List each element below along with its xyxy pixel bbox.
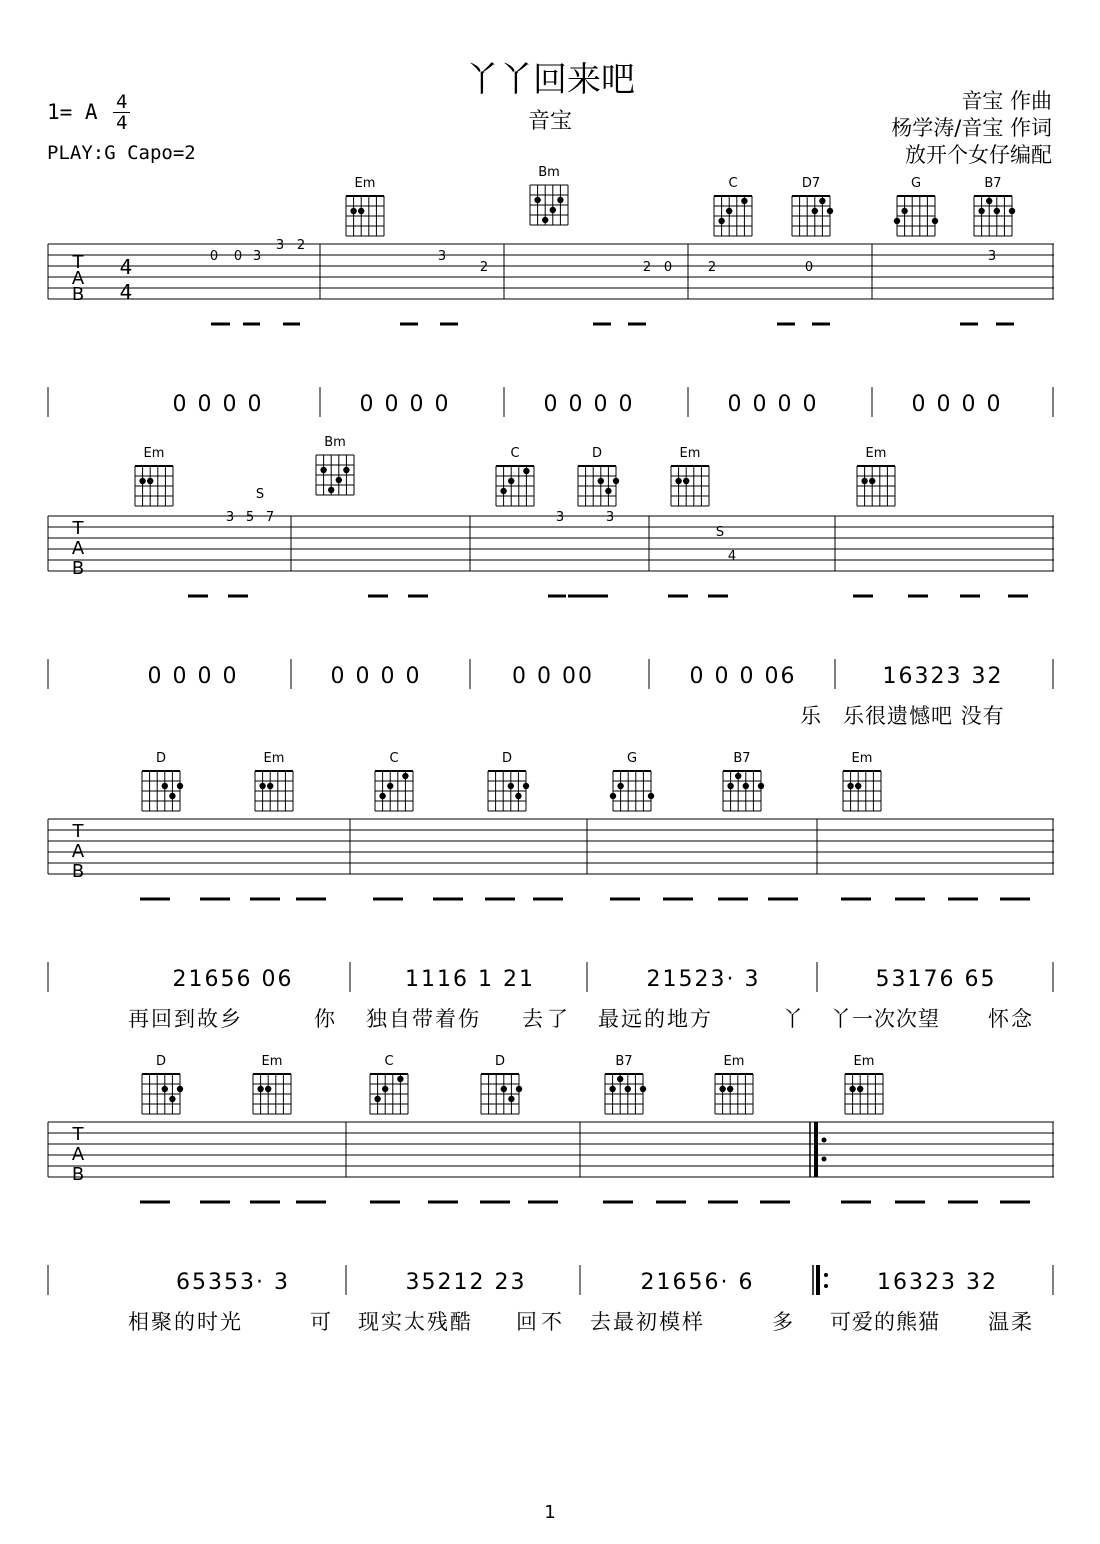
lyric-fragment: 乐很遗憾吧 没有 bbox=[843, 704, 1005, 728]
chord-name: C bbox=[510, 446, 520, 461]
melody-measure: 0 0 0 0 bbox=[172, 392, 264, 417]
chord-grid-icon bbox=[342, 192, 388, 242]
chord-name: Em bbox=[679, 446, 701, 461]
melody-measure: 0 0 0 0 bbox=[330, 664, 422, 689]
tab-digit: 0 bbox=[233, 249, 243, 264]
chord-grid-icon bbox=[970, 192, 1016, 242]
tab-digit: 3 bbox=[437, 249, 447, 264]
melody-measure: 21523· 3 bbox=[646, 967, 761, 992]
lyric-fragment: 再回到故乡 bbox=[128, 1007, 243, 1031]
chord-grid-icon bbox=[609, 767, 655, 817]
tab-digit: 2 bbox=[642, 260, 652, 275]
chord-grid-icon bbox=[601, 1070, 647, 1120]
tab-digit: 3 bbox=[605, 510, 615, 525]
chord-row bbox=[0, 435, 1100, 520]
chord-diagram bbox=[521, 165, 577, 235]
tab-letter: B bbox=[71, 1164, 85, 1185]
tab-time-sig-bottom: 4 bbox=[119, 280, 133, 304]
chord-name: Em bbox=[143, 446, 165, 461]
chord-name: D bbox=[501, 751, 512, 766]
chord-diagram bbox=[596, 1054, 652, 1124]
play-capo-info: PLAY:G Capo=2 bbox=[47, 142, 196, 164]
tab-letter: A bbox=[71, 538, 85, 559]
system-4 bbox=[0, 1048, 1100, 1348]
lyric-fragment: 最远的地方 bbox=[598, 1007, 713, 1031]
tab-letter: B bbox=[71, 284, 85, 305]
credit-arranger: 放开个女仔编配 bbox=[905, 143, 1052, 167]
chord-grid-icon bbox=[366, 1070, 412, 1120]
melody-measure: 0 0 0 0 bbox=[727, 392, 819, 417]
melody-row bbox=[48, 392, 1054, 442]
lyric-fragment: 丫 bbox=[782, 1007, 803, 1031]
lyric-fragment: 可爱的熊猫 bbox=[830, 1310, 940, 1334]
chord-name: B7 bbox=[615, 1054, 633, 1069]
chord-diagram bbox=[604, 751, 660, 821]
chord-diagram bbox=[662, 446, 718, 516]
tab-digit: 4 bbox=[727, 549, 737, 564]
chord-name: D bbox=[591, 446, 602, 461]
credits bbox=[891, 88, 1052, 169]
chord-diagram bbox=[337, 176, 393, 246]
chord-name: G bbox=[626, 751, 638, 766]
lyric-fragment: 你 bbox=[314, 1007, 335, 1031]
melody-measure: 65353· 3 bbox=[176, 1270, 290, 1295]
tab-staff bbox=[48, 819, 1054, 914]
melody-measure: 21656 06 bbox=[172, 967, 294, 992]
chord-grid-icon bbox=[853, 462, 899, 512]
chord-name: Em bbox=[261, 1054, 283, 1069]
tab-digit: 3 bbox=[252, 249, 262, 264]
chord-name: Em bbox=[851, 751, 873, 766]
tab-letter: A bbox=[71, 841, 85, 862]
lyric-fragment: 去了 bbox=[522, 1007, 572, 1031]
chord-diagram bbox=[361, 1054, 417, 1124]
chord-name: B7 bbox=[733, 751, 751, 766]
lyric-fragment: 多 bbox=[772, 1310, 793, 1334]
tab-digit: 5 bbox=[245, 510, 255, 525]
lyric-fragment: 乐 bbox=[800, 704, 821, 728]
melody-measure: 0 0 00 bbox=[512, 664, 594, 689]
system-3 bbox=[0, 745, 1100, 1035]
chord-grid-icon bbox=[841, 1070, 887, 1120]
chord-diagram bbox=[487, 446, 543, 516]
chord-name: Em bbox=[263, 751, 285, 766]
tab-staff bbox=[48, 238, 1054, 339]
chord-grid-icon bbox=[893, 192, 939, 242]
melody-measure: 0 0 0 06 bbox=[689, 664, 797, 689]
tab-digit: 3 bbox=[275, 238, 285, 253]
lyric-fragment: 回不 bbox=[516, 1310, 566, 1334]
chord-diagram bbox=[246, 751, 302, 821]
time-sig-bottom: 4 bbox=[116, 112, 128, 134]
credit-composer: 音宝 作曲 bbox=[961, 89, 1052, 113]
song-title: 丫丫回来吧 bbox=[465, 60, 635, 100]
key-signature: 1= A bbox=[47, 100, 98, 124]
tab-digit: 0 bbox=[209, 249, 219, 264]
time-signature bbox=[113, 92, 130, 133]
chord-grid-icon bbox=[131, 462, 177, 512]
chord-name: Bm bbox=[324, 435, 346, 450]
chord-diagram bbox=[569, 446, 625, 516]
tab-letter: T bbox=[72, 518, 84, 539]
chord-diagram bbox=[714, 751, 770, 821]
chord-diagram bbox=[133, 1054, 189, 1124]
lyric-fragment: 温柔 bbox=[988, 1310, 1034, 1334]
lyric-fragment: 丫一次次望 bbox=[830, 1007, 940, 1031]
tab-digit: 3 bbox=[555, 510, 565, 525]
chord-name: D bbox=[494, 1054, 505, 1069]
chord-diagram bbox=[834, 751, 890, 821]
repeat-dot bbox=[822, 1157, 827, 1162]
chord-diagram bbox=[783, 176, 839, 246]
tab-letter: T bbox=[72, 252, 84, 273]
page-number: 1 bbox=[544, 1502, 556, 1523]
melody-measure: 21656· 6 bbox=[640, 1270, 755, 1295]
chord-grid-icon bbox=[719, 767, 765, 817]
lyric-fragment: 可 bbox=[310, 1310, 331, 1334]
tab-digit: 7 bbox=[265, 510, 275, 525]
tab-letter: B bbox=[71, 558, 85, 579]
system-1 bbox=[0, 165, 1100, 430]
chord-name: C bbox=[384, 1054, 394, 1069]
chord-grid-icon bbox=[312, 451, 358, 501]
chord-name: D bbox=[155, 1054, 166, 1069]
chord-name: Bm bbox=[538, 165, 560, 180]
melody-measure: 1116 1 21 bbox=[405, 967, 535, 992]
lyric-fragment: 去最初模样 bbox=[590, 1310, 705, 1334]
chord-name: Em bbox=[354, 176, 376, 191]
chord-diagram bbox=[133, 751, 189, 821]
tab-digit: 0 bbox=[663, 260, 673, 275]
tab-digit: 0 bbox=[804, 260, 814, 275]
melody-measure: 35212 23 bbox=[405, 1270, 527, 1295]
chord-name: D bbox=[155, 751, 166, 766]
lyric-fragment: 现实太残酷 bbox=[358, 1310, 473, 1334]
chord-grid-icon bbox=[710, 192, 756, 242]
chord-diagram bbox=[366, 751, 422, 821]
tab-digit: 2 bbox=[707, 260, 717, 275]
chord-diagram bbox=[706, 1054, 762, 1124]
chord-grid-icon bbox=[667, 462, 713, 512]
chord-diagram bbox=[705, 176, 761, 246]
chord-diagram bbox=[479, 751, 535, 821]
chord-diagram bbox=[848, 446, 904, 516]
chord-diagram bbox=[888, 176, 944, 246]
system-2 bbox=[0, 435, 1100, 730]
slide-mark: S bbox=[715, 525, 725, 540]
slide-mark: S bbox=[255, 487, 265, 502]
tab-digit: 3 bbox=[225, 510, 235, 525]
tab-time-sig-top: 4 bbox=[119, 255, 133, 279]
tab-digit: 2 bbox=[296, 238, 306, 253]
chord-grid-icon bbox=[477, 1070, 523, 1120]
chord-grid-icon bbox=[492, 462, 538, 512]
tab-staff bbox=[48, 1122, 1054, 1217]
chord-diagram bbox=[244, 1054, 300, 1124]
tab-letter: T bbox=[72, 1124, 84, 1145]
tab-staff bbox=[48, 487, 1054, 611]
chord-grid-icon bbox=[788, 192, 834, 242]
chord-diagram bbox=[965, 176, 1021, 246]
credit-lyricist: 杨学涛/音宝 作词 bbox=[891, 116, 1052, 140]
tab-digit: 3 bbox=[987, 249, 997, 264]
tab-letter: B bbox=[71, 861, 85, 882]
chord-name: C bbox=[728, 176, 738, 191]
chord-diagram bbox=[836, 1054, 892, 1124]
melody-measure: 0 0 0 0 bbox=[911, 392, 1003, 417]
melody-measure: 16323 32 bbox=[882, 664, 1004, 689]
tab-digit: 2 bbox=[479, 260, 489, 275]
chord-name: Em bbox=[853, 1054, 875, 1069]
chord-diagram bbox=[126, 446, 182, 516]
melody-measure: 0 0 0 0 bbox=[543, 392, 635, 417]
lyric-fragment: 独自带着伤 bbox=[366, 1007, 481, 1031]
tab-letter: A bbox=[71, 268, 85, 289]
chord-grid-icon bbox=[711, 1070, 757, 1120]
chord-grid-icon bbox=[138, 767, 184, 817]
repeat-dot bbox=[822, 1138, 827, 1143]
chord-diagram bbox=[472, 1054, 528, 1124]
chord-grid-icon bbox=[251, 767, 297, 817]
chord-grid-icon bbox=[138, 1070, 184, 1120]
chord-row bbox=[0, 1048, 1100, 1128]
song-artist: 音宝 bbox=[527, 109, 572, 134]
chord-name: Em bbox=[865, 446, 887, 461]
chord-name: G bbox=[910, 176, 922, 191]
chord-grid-icon bbox=[484, 767, 530, 817]
tab-letter: A bbox=[71, 1144, 85, 1165]
lyric-fragment: 相聚的时光 bbox=[128, 1310, 243, 1334]
melody-measure: 0 0 0 0 bbox=[359, 392, 451, 417]
chord-grid-icon bbox=[839, 767, 885, 817]
melody-measure: 0 0 0 0 bbox=[147, 664, 239, 689]
tab-letter: T bbox=[72, 821, 84, 842]
melody-measure: 53176 65 bbox=[875, 967, 997, 992]
chord-grid-icon bbox=[574, 462, 620, 512]
chord-grid-icon bbox=[371, 767, 417, 817]
chord-grid-icon bbox=[526, 181, 572, 231]
chord-name: B7 bbox=[984, 176, 1002, 191]
chord-row bbox=[0, 165, 1100, 250]
chord-name: D7 bbox=[801, 176, 821, 191]
chord-name: Em bbox=[723, 1054, 745, 1069]
chord-grid-icon bbox=[249, 1070, 295, 1120]
chord-name: C bbox=[389, 751, 399, 766]
time-sig-top: 4 bbox=[113, 92, 130, 113]
lyric-fragment: 怀念 bbox=[988, 1007, 1034, 1031]
chord-row bbox=[0, 745, 1100, 825]
chord-diagram bbox=[307, 435, 363, 505]
melody-measure: 16323 32 bbox=[877, 1270, 998, 1295]
